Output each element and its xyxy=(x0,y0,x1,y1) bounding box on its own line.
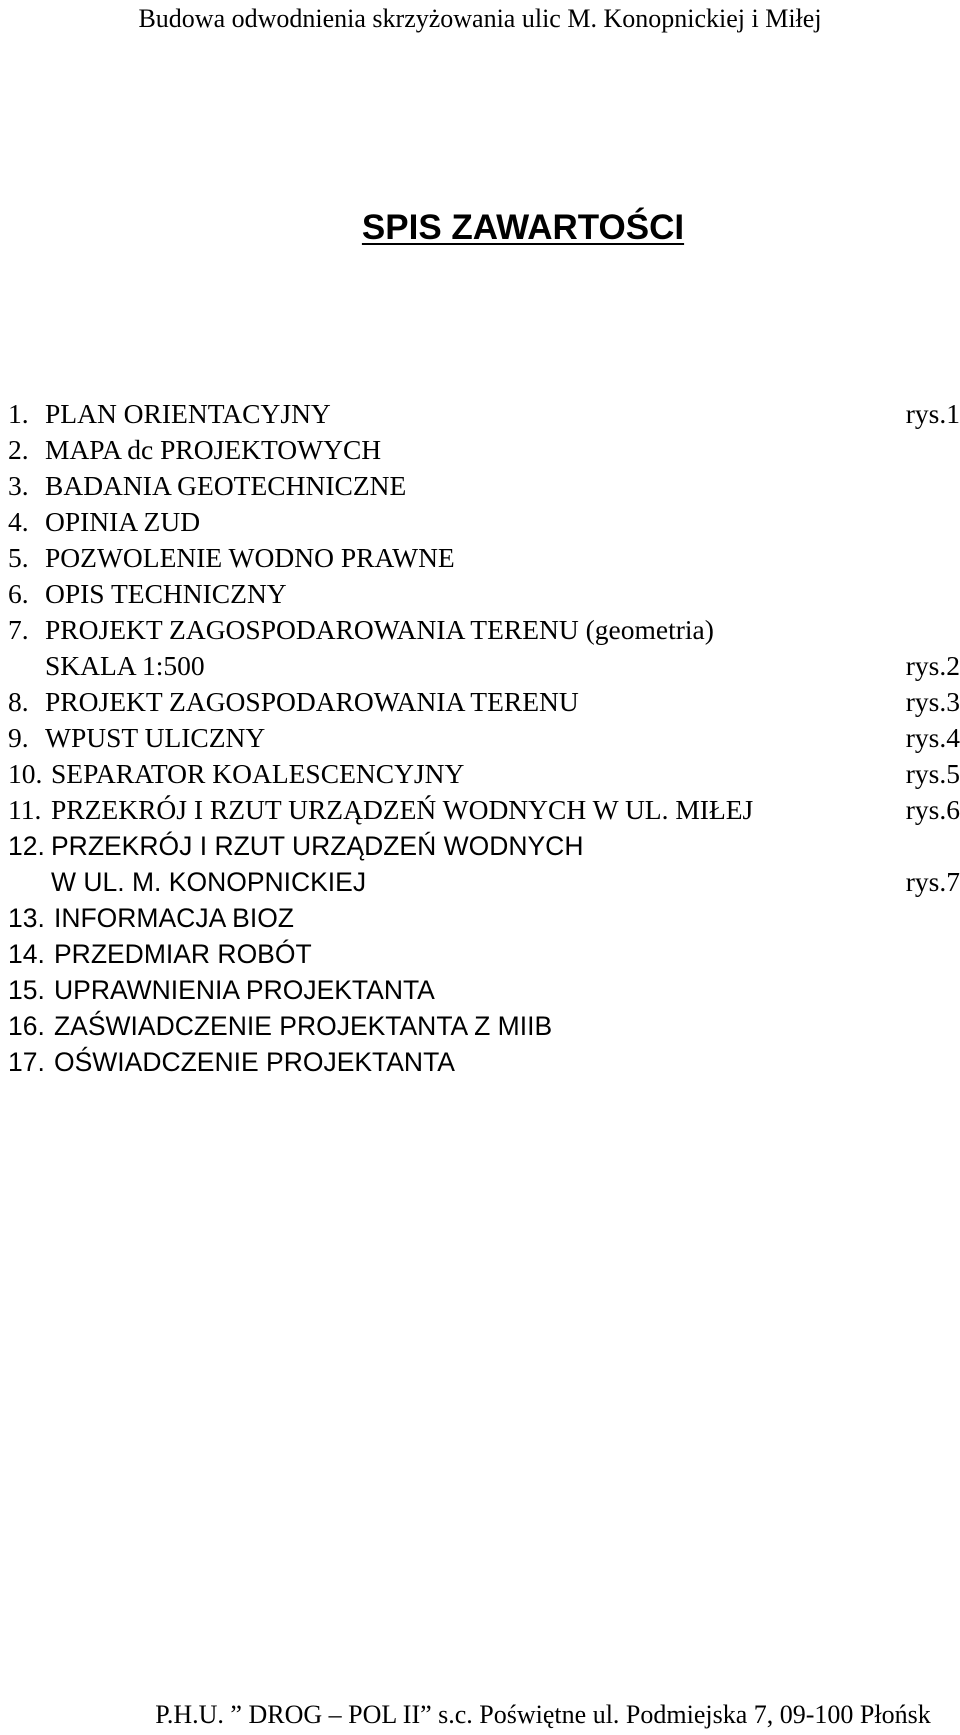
toc-item-text: PRZEDMIAR ROBÓT xyxy=(54,939,312,969)
toc-item-text: UPRAWNIENIA PROJEKTANTA xyxy=(54,975,435,1005)
toc-item-ref: rys.6 xyxy=(905,794,960,825)
toc-item-text: W UL. M. KONOPNICKIEJ xyxy=(51,867,367,897)
toc-item-10 xyxy=(8,756,960,792)
page-title-text: SPIS ZAWARTOŚCI xyxy=(361,208,685,247)
toc-item-9 xyxy=(8,720,960,756)
toc-item-number: 7. xyxy=(8,614,29,645)
toc-item-number: 9. xyxy=(8,722,29,753)
toc-item-16 xyxy=(8,1008,960,1044)
toc-item-text: OŚWIADCZENIE PROJEKTANTA xyxy=(54,1047,455,1077)
toc-item-6 xyxy=(8,576,960,612)
toc-item-12 xyxy=(8,828,960,864)
toc-item-2 xyxy=(8,432,960,468)
toc-item-number: 3. xyxy=(8,470,29,501)
toc-item-number: 11. xyxy=(8,794,42,825)
toc-item-7 xyxy=(8,612,960,648)
toc-item-4 xyxy=(8,504,960,540)
toc-item-text: PROJEKT ZAGOSPODAROWANIA TERENU xyxy=(45,686,579,717)
toc-item-11 xyxy=(8,792,960,828)
toc-item-number: 13. xyxy=(8,903,45,933)
toc-item-text: PROJEKT ZAGOSPODAROWANIA TERENU (geometria) xyxy=(45,614,714,645)
toc-item-number: 4. xyxy=(8,506,29,537)
toc-item-14 xyxy=(8,936,960,972)
toc-item-number: 5. xyxy=(8,542,29,573)
toc-item-text: PRZEKRÓJ I RZUT URZĄDZEŃ WODNYCH W UL. MIŁEJ xyxy=(51,794,754,825)
toc-item-ref: rys.2 xyxy=(905,650,960,681)
toc-item-text: BADANIA GEOTECHNICZNE xyxy=(45,470,407,501)
toc-item-ref: rys.4 xyxy=(905,722,960,753)
toc-item-17 xyxy=(8,1044,960,1080)
page-footer: P.H.U. ” DROG – POL II” s.c. Poświętne ul. Podmiejska 7, 09-100 Płońsk xyxy=(155,1700,931,1729)
page-title xyxy=(0,206,960,250)
toc-item-number: 2. xyxy=(8,434,29,465)
toc-item-15 xyxy=(8,972,960,1008)
toc-item-number: 12. xyxy=(8,831,45,861)
toc-item-ref: rys.5 xyxy=(905,758,960,789)
toc-item-text: SKALA 1:500 xyxy=(45,650,205,681)
toc-item-1 xyxy=(8,396,960,432)
toc-item-7-continued xyxy=(8,648,960,684)
toc-item-number: 17. xyxy=(8,1047,45,1077)
toc-item-text: WPUST ULICZNY xyxy=(45,722,266,753)
toc-item-text: POZWOLENIE WODNO PRAWNE xyxy=(45,542,455,573)
toc-item-number: 14. xyxy=(8,939,45,969)
page-header: Budowa odwodnienia skrzyżowania ulic M. Konopnickiej i Miłej xyxy=(138,4,822,33)
toc-item-12-continued xyxy=(8,864,960,900)
toc-item-number: 10. xyxy=(8,758,43,789)
toc-item-text: MAPA dc PROJEKTOWYCH xyxy=(45,434,382,465)
toc-item-ref: rys.3 xyxy=(905,686,960,717)
toc-item-text: ZAŚWIADCZENIE PROJEKTANTA Z MIIB xyxy=(54,1011,553,1041)
toc-item-text: OPIS TECHNICZNY xyxy=(45,578,287,609)
toc-item-text: OPINIA ZUD xyxy=(45,506,201,537)
toc-item-8 xyxy=(8,684,960,720)
toc-item-text: INFORMACJA BIOZ xyxy=(54,903,294,933)
toc-item-number: 1. xyxy=(8,398,29,429)
toc-item-text: PRZEKRÓJ I RZUT URZĄDZEŃ WODNYCH xyxy=(51,831,584,861)
toc-item-ref: rys.7 xyxy=(905,866,960,897)
toc-item-ref: rys.1 xyxy=(905,398,960,429)
toc-item-text: PLAN ORIENTACYJNY xyxy=(45,398,331,429)
toc-item-number: 8. xyxy=(8,686,29,717)
toc-item-13 xyxy=(8,900,960,936)
toc-item-number: 16. xyxy=(8,1011,45,1041)
toc-item-text: SEPARATOR KOALESCENCYJNY xyxy=(51,758,465,789)
toc-item-number: 6. xyxy=(8,578,29,609)
toc-item-5 xyxy=(8,540,960,576)
toc-item-3 xyxy=(8,468,960,504)
toc-item-number: 15. xyxy=(8,975,45,1005)
